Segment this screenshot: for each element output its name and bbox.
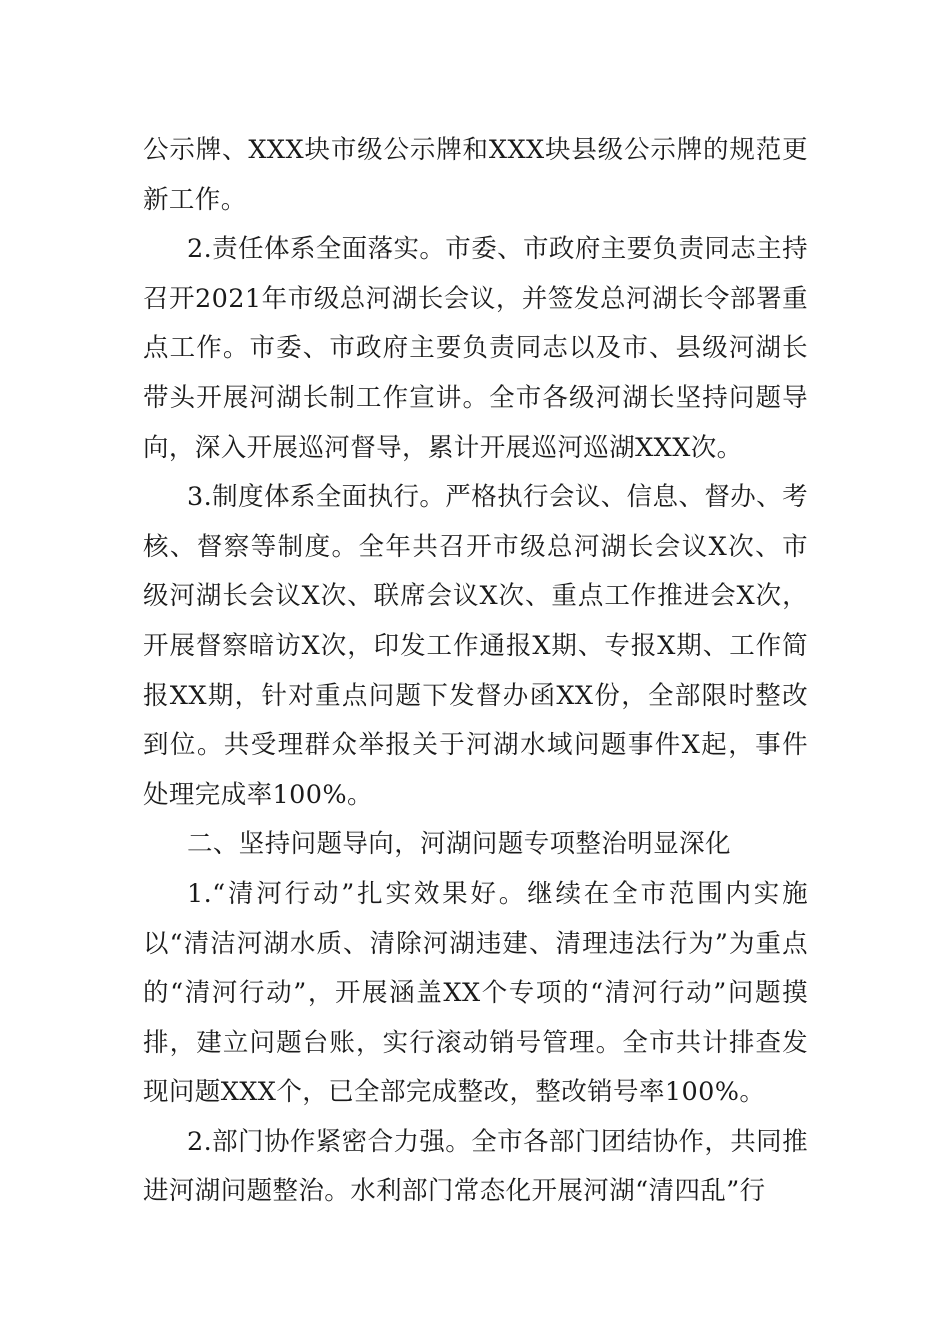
paragraph-institution-system: 3.制度体系全面执行。严格执行会议、信息、督办、考核、督察等制度。全年共召开市级总河湖长会议X次、市级河湖长会议X次、联席会议X次、重点工作推进会X次，开展督察暗访X次，印发工作通报X期、专报X期、工作简报XX期，针对重点问题下发督办函XX份，全部限时整改到位。共受理群众举报关于河湖水域问题事件X起，事件处理完成率100%。 [143,482,808,810]
paragraph-department-cooperation: 2.部门协作紧密合力强。全市各部门团结协作，共同推进河湖问题整治。水利部门常态化开展河湖“清四乱”行 [143,1126,808,1207]
paragraph-clean-river-action: 1.“清河行动”扎实效果好。继续在全市范围内实施以“清洁河湖水质、清除河湖违建、清理违法行为”为重点的“清河行动”，开展涵盖XX个专项的“清河行动”问题摸排，建立问题台账，实行滚动销号管理。全市共计排查发现问题XXX个，已全部完成整改，整改销号率100%。 [143,878,808,1108]
document-page [143,126,808,1217]
paragraph-responsibility-system: 2.责任体系全面落实。市委、市政府主要负责同志主持召开2021年市级总河湖长会议，并签发总河湖长令部署重点工作。市委、市政府主要负责同志以及市、县级河湖长带头开展河湖长制工作宣讲。全市各级河湖长坚持问题导向，深入开展巡河督导，累计开展巡河巡湖XXX次。 [143,234,808,463]
paragraph-continuation: 公示牌、XXX块市级公示牌和XXX块县级公示牌的规范更新工作。 [143,135,808,215]
section-heading-two: 二、坚持问题导向，河湖问题专项整治明显深化 [187,829,731,860]
